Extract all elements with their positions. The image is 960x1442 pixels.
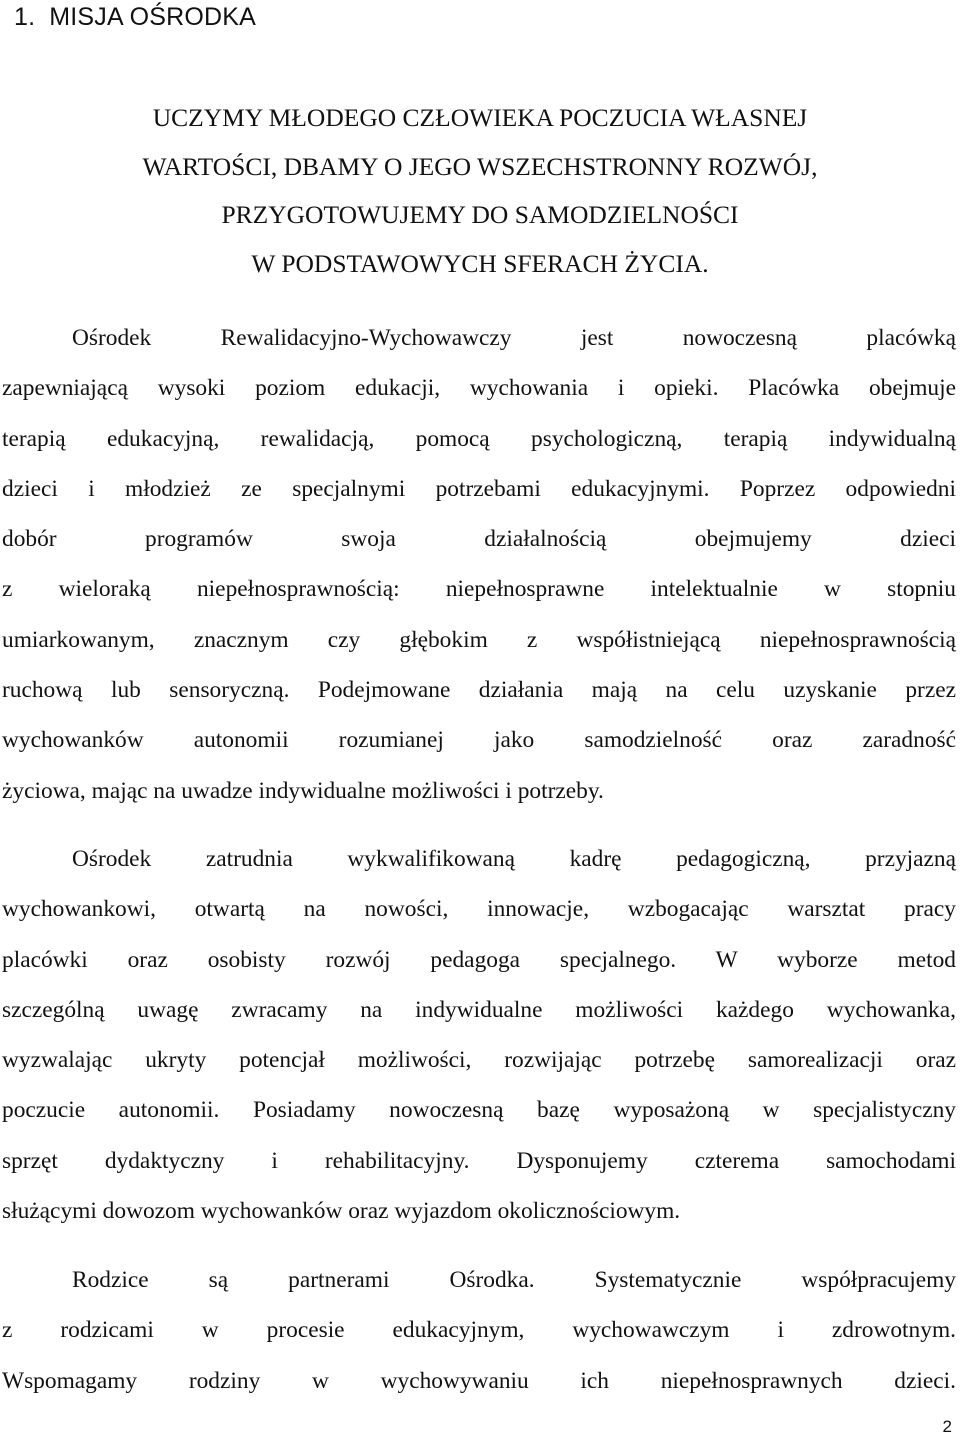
paragraph-line: życiowa, mając na uwadze indywidualne możliwości i potrzeby. [2,777,604,804]
motto-line: PRZYGOTOWUJEMY DO SAMODZIELNOŚCI [221,200,739,229]
paragraph-line: Wspomagamy rodziny w wychowywaniu ich niepełnosprawnych dzieci. [2,1367,956,1394]
page-number: 2 [942,1417,952,1436]
paragraph-line: terapią edukacyjną, rewalidacją, pomocą psychologiczną, terapią indywidualną [2,425,956,452]
paragraph-line: zapewniającą wysoki poziom edukacji, wychowania i opieki. Placówka obejmuje [2,375,956,402]
paragraph-line: dobór programów swoja działalnością obejmujemy dzieci [2,526,956,553]
paragraph-line: z wieloraką niepełnosprawnością: niepełnosprawne intelektualnie w stopniu [2,576,956,603]
paragraph-line: ruchową lub sensoryczną. Podejmowane działania mają na celu uzyskanie przez [2,677,956,704]
paragraph-line: wyzwalając ukryty potencjał możliwości, rozwijając potrzebę samorealizacji oraz [2,1047,956,1074]
paragraph-line: umiarkowanym, znacznym czy głębokim z współistniejącą niepełnosprawnością [2,626,956,653]
paragraph-line: placówki oraz osobisty rozwój pedagoga specjalnego. W wyborze metod [2,946,956,973]
paragraph-line: dzieci i młodzież ze specjalnymi potrzebami edukacyjnymi. Poprzez odpowiedni [2,475,956,502]
motto-line: UCZYMY MŁODEGO CZŁOWIEKA POCZUCIA WŁASNEJ [152,103,808,132]
paragraph-line: służącymi dowozom wychowanków oraz wyjazdom okolicznościowym. [2,1198,681,1225]
mission-motto [0,94,960,288]
paragraph-line: sprzęt dydaktyczny i rehabilitacyjny. Dysponujemy czterema samochodami [2,1147,956,1174]
paragraph-parents [2,1255,956,1406]
paragraph-line: Rodzice są partnerami Ośrodka. Systematycznie współpracujemy [72,1267,956,1293]
section-number: 1. [14,3,36,31]
section-title: MISJA OŚRODKA [49,3,257,31]
paragraph-line: Ośrodek Rewalidacyjno-Wychowawczy jest nowoczesną placówką [72,325,956,351]
motto-line: W PODSTAWOWYCH SFERACH ŻYCIA. [251,248,709,278]
motto-line: WARTOŚCI, DBAMY O JEGO WSZECHSTRONNY ROZWÓJ, [142,151,818,181]
paragraph-line: wychowankowi, otwartą na nowości, innowacje, wzbogacając warsztat pracy [2,896,956,923]
paragraph-line: z rodzicami w procesie edukacyjnym, wychowawczym i zdrowotnym. [2,1317,956,1344]
paragraph-line: szczególną uwagę zwracamy na indywidualne możliwości każdego wychowanka, [2,996,956,1023]
paragraph-line: poczucie autonomii. Posiadamy nowoczesną bazę wyposażoną w specjalistyczny [2,1097,956,1124]
paragraph-line: Ośrodek zatrudnia wykwalifikowaną kadrę pedagogiczną, przyjazną [72,846,956,872]
paragraph-staff [2,834,956,1236]
section-heading [14,0,256,34]
paragraph-about-center [2,313,956,816]
paragraph-line: wychowanków autonomii rozumianej jako samodzielność oraz zaradność [2,727,956,754]
